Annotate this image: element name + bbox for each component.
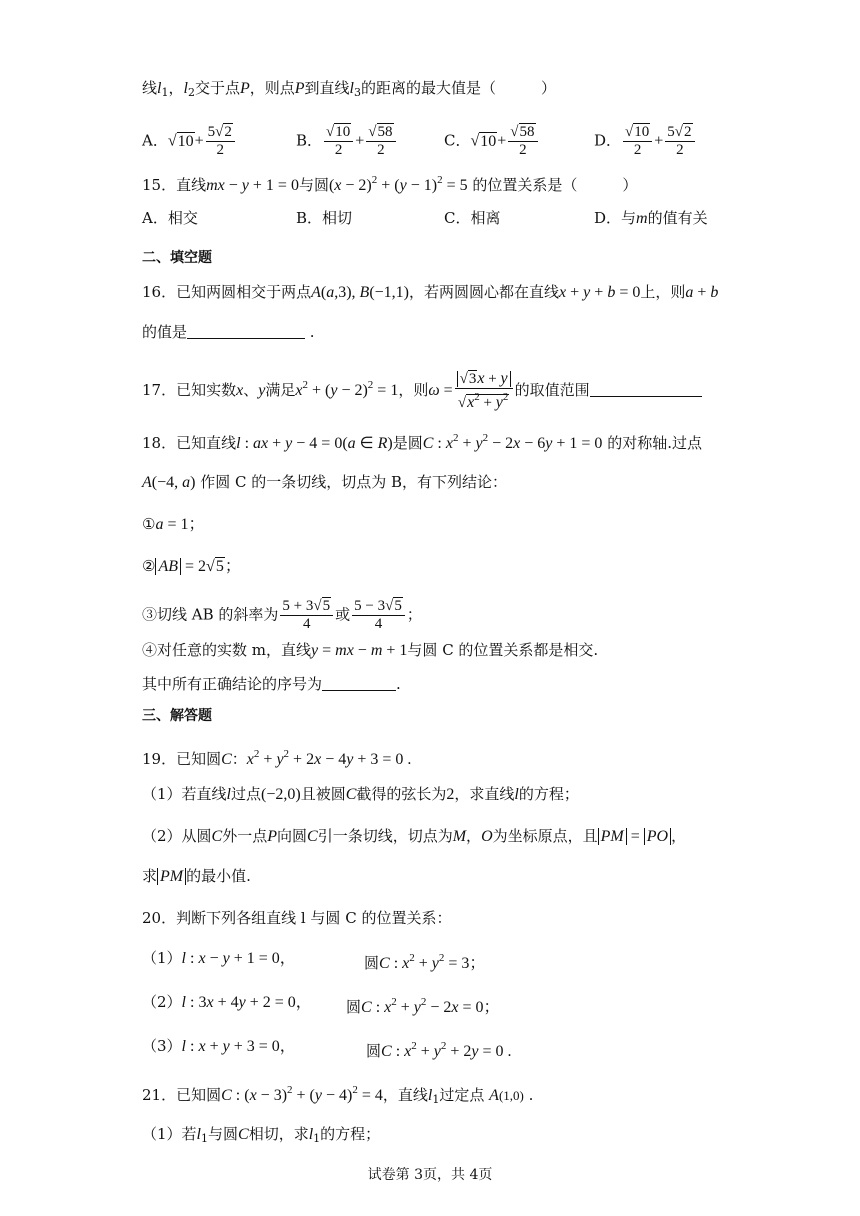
q15-option-c[interactable]: C．相离 xyxy=(444,209,501,227)
q20-part-2: （2）l : 3x + 4y + 2 = 0， xyxy=(142,993,312,1011)
q14-option-b[interactable]: B． $\frac{√10}{2}$ + $\frac{√58}{2}$ xyxy=(296,124,398,159)
section-heading-fill-in: 二、填空题 xyxy=(142,250,212,266)
q20-part-3-circle: 圆C : $x^2 + y^2 + 2y = 0$ . xyxy=(366,1040,512,1060)
q18-item-3: ③切线 AB 的斜率为 $\frac{5 + 3√5}{4}$ 或 $\frac{5 - 3√5}{4}$ ； xyxy=(142,598,422,632)
q17-stem: 17．已知实数x、y满足$x^2 + (y - 2)^2 = 1$，则ω = $\frac{√3x + y}{√x^2 + y^2}$ 的取值范围 xyxy=(142,370,702,412)
q20-stem: 20．判断下列各组直线 l 与圆 C 的位置关系： xyxy=(142,909,452,927)
q20-part-2-circle: 圆C : $x^2 + y^2 - 2x = 0$； xyxy=(346,996,500,1016)
q18-conclusion: 其中所有正确结论的序号为 . xyxy=(142,675,401,693)
q14-option-c[interactable]: C．√10+ $\frac{√58}{2}$ xyxy=(444,124,540,159)
q16-stem-cont: 的值是 . xyxy=(142,323,315,341)
q18-item-4: ④对任意的实数 m，直线y = mx − m + 1与圆 C 的位置关系都是相交. xyxy=(142,641,599,659)
q18-answer-blank[interactable] xyxy=(322,676,396,691)
section-heading-solutions: 三、解答题 xyxy=(142,708,212,724)
q14-option-d[interactable]: D． $\frac{√10}{2}$ + $\frac{5√2}{2}$ xyxy=(594,124,697,159)
q17-answer-blank[interactable] xyxy=(590,382,702,397)
page-footer: 试卷第 3页，共 4页 xyxy=(367,1167,493,1183)
q20-part-1-circle: 圆C : $x^2 + y^2 = 3$； xyxy=(364,952,486,972)
q18-stem: 18．已知直线l : ax + y − 4 = 0(a ∈ R)是圆C : $x^2 + y^2 - 2x - 6y + 1 = 0$ 的对称轴.过点 xyxy=(142,432,702,452)
q15-option-b[interactable]: B．相切 xyxy=(296,209,353,227)
q19-part-2-cont: 求 PM 的最小值. xyxy=(142,867,251,885)
q15-option-a[interactable]: A．相交 xyxy=(142,209,198,227)
q19-part-2: （2）从圆C外一点P向圆C引一条切线，切点为M，O为坐标原点，且 PM = PO ， xyxy=(142,827,687,845)
q16-answer-blank[interactable] xyxy=(187,324,305,339)
q14-stem-tail: 线$l_1$，$l_2$交于点P，则点P到直线$l_3$的距离的最大值是（ ） xyxy=(142,79,557,99)
q18-item-2: ② AB = 2√5； xyxy=(142,557,241,575)
q19-stem: 19．已知圆C：$x^2 + y^2 + 2x - 4y + 3 = 0$ . xyxy=(142,748,412,768)
q14-option-a[interactable]: A．√10+ $\frac{5√2}{2}$ xyxy=(142,124,237,159)
q18-stem-cont: A(−4, a) 作圆 C 的一条切线，切点为 B，有下列结论： xyxy=(142,473,508,491)
q21-part-1: （1）若$l_1$与圆C相切，求$l_1$的方程； xyxy=(142,1125,381,1145)
q19-part-1: （1）若直线l过点(−2,0)且被圆C截得的弦长为2，求直线l的方程； xyxy=(142,785,579,803)
q15-option-d[interactable]: D．与m的值有关 xyxy=(594,209,708,227)
q15-stem: 15．直线mx − y + 1 = 0与圆$(x - 2)^2 + (y - 1)^2 = 5$ 的位置关系是（ ） xyxy=(142,174,638,194)
q20-part-3: （3）l : x + y + 3 = 0， xyxy=(142,1037,296,1055)
q20-part-1: （1）l : x − y + 1 = 0， xyxy=(142,949,296,967)
q21-stem: 21．已知圆C : $(x - 3)^2 + (y - 4)^2 = 4$，直线$l_1$过定点 A(1,0) . xyxy=(142,1084,534,1106)
q16-stem: 16．已知两圆相交于两点A(a,3), B(−1,1)，若两圆圆心都在直线x + y + b = 0上，则a + b xyxy=(142,283,719,301)
q18-item-1: ①a = 1； xyxy=(142,515,205,533)
